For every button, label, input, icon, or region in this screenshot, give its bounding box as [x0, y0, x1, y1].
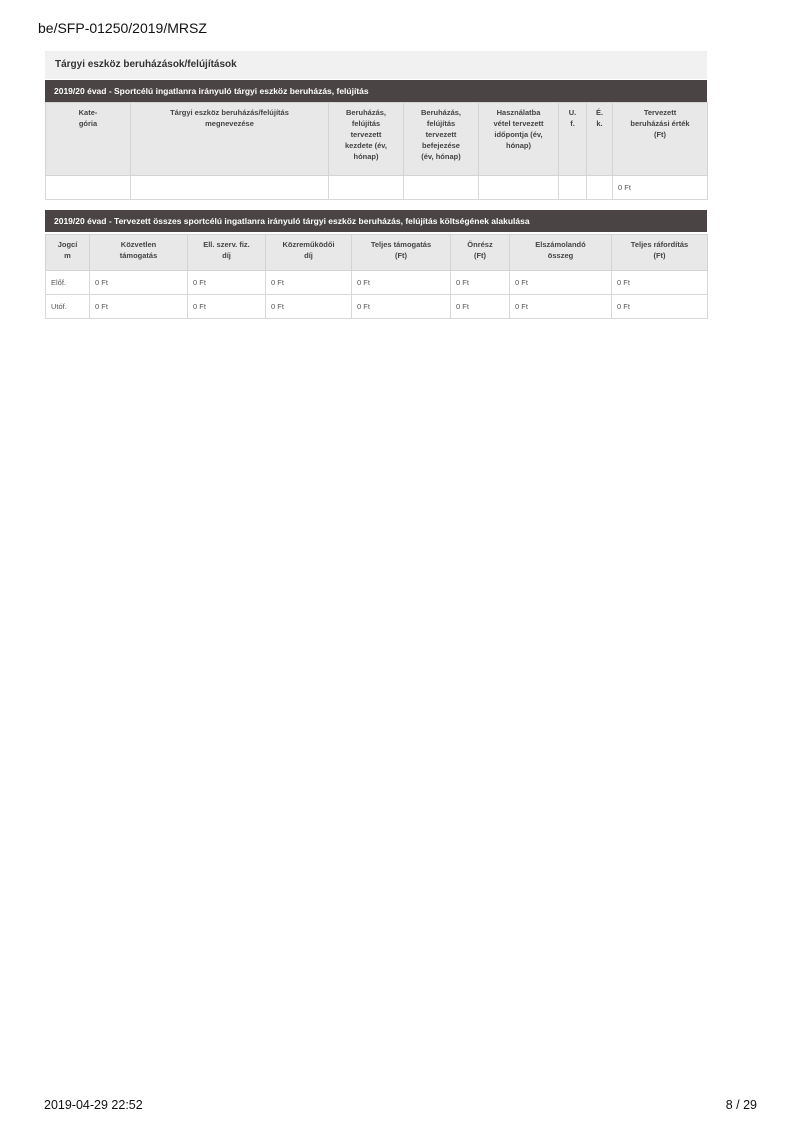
table-cell: 0 Ft	[90, 271, 188, 295]
table-cell: 0 Ft	[352, 295, 451, 319]
table-cell: 0 Ft	[612, 271, 708, 295]
table1-header-row	[46, 103, 708, 176]
column-header: Közvetlen támogatás	[90, 235, 188, 271]
section-title: Tárgyi eszköz beruházások/felújítások	[45, 51, 707, 79]
table-cell	[131, 176, 329, 200]
column-header: Beruházás, felújítás tervezett kezdete (év, hónap)	[329, 103, 404, 176]
table-cell	[46, 176, 131, 200]
column-header: Tárgyi eszköz beruházás/felújítás megnevezése	[131, 103, 329, 176]
footer-timestamp: 2019-04-29 22:52	[44, 1098, 143, 1112]
table-cell: 0 Ft	[90, 295, 188, 319]
table-row	[46, 271, 708, 295]
table-cell: 0 Ft	[510, 295, 612, 319]
column-header: Önrész (Ft)	[451, 235, 510, 271]
table-cell: 0 Ft	[352, 271, 451, 295]
column-header: Közreműködői díj	[266, 235, 352, 271]
table-cell	[329, 176, 404, 200]
table-cell: 0 Ft	[266, 271, 352, 295]
table-cell	[479, 176, 559, 200]
page-number: 8 / 29	[725, 1098, 757, 1112]
column-header: U. f.	[559, 103, 587, 176]
table-cell: Utóf.	[46, 295, 90, 319]
table2-title: 2019/20 évad - Tervezett összes sportcélú ingatlanra irányuló tárgyi eszköz beruházás, felújítás költségének alakulása	[45, 210, 707, 232]
column-header: Tervezett beruházási érték (Ft)	[613, 103, 708, 176]
table-cell: 0 Ft	[612, 295, 708, 319]
table-cell: 0 Ft	[188, 271, 266, 295]
column-header: É. k.	[587, 103, 613, 176]
document-id: be/SFP-01250/2019/MRSZ	[38, 20, 207, 36]
table-cell	[587, 176, 613, 200]
column-header: Teljes támogatás (Ft)	[352, 235, 451, 271]
table-cell: Előf.	[46, 271, 90, 295]
column-header: Ell. szerv. fiz. díj	[188, 235, 266, 271]
table-cell: 0 Ft	[451, 271, 510, 295]
column-header: Beruházás, felújítás tervezett befejezése (év, hónap)	[404, 103, 479, 176]
column-header: Teljes ráfordítás (Ft)	[612, 235, 708, 271]
column-header: Elszámolandó összeg	[510, 235, 612, 271]
table-row	[46, 176, 708, 200]
investment-table	[45, 102, 708, 200]
column-header: Kate- gória	[46, 103, 131, 176]
table-cell	[559, 176, 587, 200]
table1-title: 2019/20 évad - Sportcélú ingatlanra irányuló tárgyi eszköz beruházás, felújítás	[45, 80, 707, 102]
table-cell	[404, 176, 479, 200]
table2-header-row	[46, 235, 708, 271]
column-header: Használatba vétel tervezett időpontja (év, hónap)	[479, 103, 559, 176]
table-cell: 0 Ft	[451, 295, 510, 319]
column-header: Jogcí m	[46, 235, 90, 271]
table-cell: 0 Ft	[266, 295, 352, 319]
table-cell: 0 Ft	[613, 176, 708, 200]
table-row	[46, 295, 708, 319]
table-cell: 0 Ft	[510, 271, 612, 295]
cost-summary-table	[45, 234, 708, 319]
table-cell: 0 Ft	[188, 295, 266, 319]
